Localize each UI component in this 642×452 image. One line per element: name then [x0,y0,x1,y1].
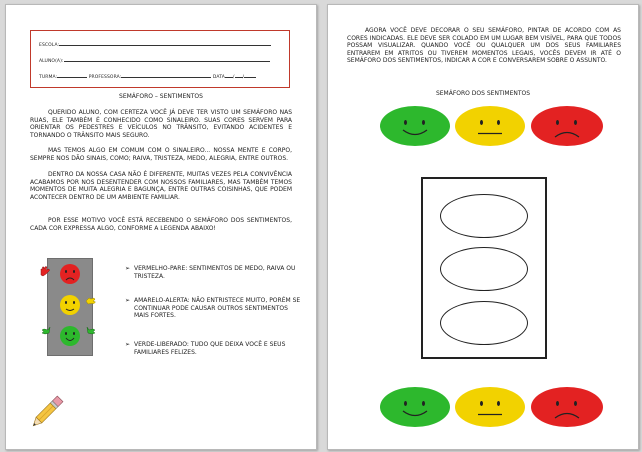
happy-face-icon [380,106,450,146]
paragraph-reason: POR ESSE MOTIVO VOCÊ ESTÁ RECEBENDO O SEMÁFORO DOS SENTIMENTOS, CADA COR EXPRESSA ALGO, CONFORME A LEGENDA ABAIXO! [30,217,292,232]
page-title: SEMÁFORO – SENTIMENTOS [119,93,203,100]
green-light-icon [60,326,80,346]
traffic-light-template [421,177,547,359]
date-label: DATA [212,75,225,80]
sad-face-icon [531,387,603,427]
school-field[interactable] [39,41,271,48]
class-date-field[interactable]: TURMA: PROFESSORA: DATA / / [39,73,256,80]
top-light-slot[interactable] [440,194,528,238]
instructions-paragraph: AGORA VOCÊ DEVE DECORAR O SEU SEMÁFORO, PINTAR DE ACORDO COM AS CORES INDICADAS. ELE DEVE SER COLADO EM UM LUGAR BEM VISÍVEL, PARA QUE TODOS POSSAM VISUALIZAR. QUANDO VOCÊ OU QUALQUER UM DOS SEUS FAMILIARES ENTRAREM EM ATRITOS OU TIVEREM MOMENTOS LEGAIS, VOCÊS DEVEM IR ATÉ O SEMÁFORO DOS SENTIMENTOS, INDICAR A COR E CONVERSAREM SOBRE O ASSUNTO. [347,27,621,64]
arrow-bullet-icon: ➢ [125,341,131,348]
happy-face-icon [380,387,450,427]
legend-yellow-text: AMARELO-ALERTA: NÃO ENTRISTECE MUITO, PORÉM SE CONTINUAR PODE CAUSAR OUTROS SENTIMENTOS MAIS FORTES. [134,297,301,319]
arrow-bullet-icon: ➢ [125,297,131,304]
traffic-light-illustration [47,258,93,356]
green-hand-left-icon [40,325,52,337]
arrow-bullet-icon: ➢ [125,265,131,272]
legend-yellow [125,297,304,320]
school-label: ESCOLA: [39,43,60,48]
paragraph-home: DENTRO DA NOSSA CASA NÃO É DIFERENTE, MUITAS VEZES PELA CONVIVÊNCIA ACABAMOS POR NOS DESENTENDER COM NOSSOS FAMILIARES, MAS TAMBÉM TEMOS MOMENTOS DE MUITA ALEGRIA E BAGUNÇA, ENTRE OUTRAS COISINHAS, QUE PODEM ACONTECER DENTRO DE UM AMBIENTE FAMILIAR. [30,171,292,201]
student-info-form [30,30,290,88]
traffic-light-heading: SEMÁFORO DOS SENTIMENTOS [435,90,531,97]
yellow-hand-icon [85,295,97,307]
middle-light-slot[interactable] [440,247,528,291]
red-light-icon [60,264,80,284]
neutral-face-icon [455,387,525,427]
legend-green [125,341,304,356]
legend-red-text: VERMELHO-PARE: SENTIMENTOS DE MEDO, RAIVA OU TRISTEZA. [134,265,296,280]
sad-face-icon [531,106,603,146]
yellow-light-icon [60,295,80,315]
worksheet-page-left [5,4,317,450]
legend-red [125,265,304,280]
paragraph-intro: QUERIDO ALUNO, COM CERTEZA VOCÊ JÁ DEVE TER VISTO UM SEMÁFORO NAS RUAS, ELE TAMBÉM É CONHECIDO COMO SINALEIRO. SUAS CORES SERVEM PARA ORIENTAR OS PEDESTRES E VEÍCULOS NO TRÂNSITO, EVITANDO ACIDENTES E TORNANDO O TRÂNSITO MAIS SEGURO. [30,109,292,139]
student-label: ALUNO(A): [39,59,64,64]
neutral-face-icon [455,106,525,146]
red-hand-icon [39,265,51,277]
bottom-light-slot[interactable] [440,301,528,345]
teacher-label: PROFESSORA: [88,75,122,80]
green-hand-right-icon [85,325,97,337]
class-label: TURMA: [39,75,58,80]
paragraph-signals: MAS TEMOS ALGO EM COMUM COM O SINALEIRO... NOSSA MENTE E CORPO, SEMPRE NOS DÃO SINAIS, COMO; RAIVA, TRISTEZA, MEDO, ALEGRIA, ENTRE OUTROS. [30,147,292,162]
worksheet-page-right [327,4,639,450]
student-field[interactable] [39,57,270,64]
pencil-icon [24,391,68,435]
legend-green-text: VERDE-LIBERADO: TUDO QUE DEIXA VOCÊ E SEUS FAMILIARES FELIZES. [134,341,286,356]
